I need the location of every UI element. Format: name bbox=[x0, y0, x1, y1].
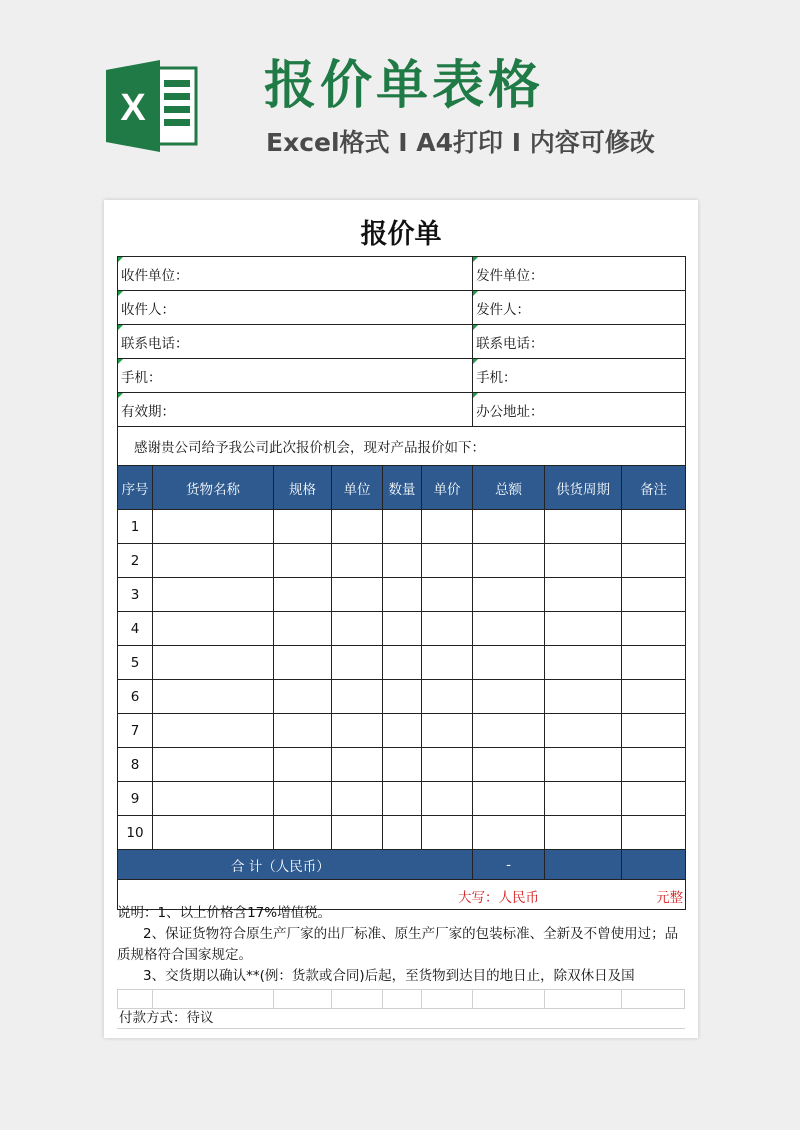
row-number[interactable]: 10 bbox=[118, 816, 153, 850]
table-cell[interactable] bbox=[473, 612, 545, 646]
total-label: 合 计（人民币） bbox=[118, 850, 473, 880]
table-cell[interactable] bbox=[422, 612, 473, 646]
note-line: 2、保证货物符合原生产厂家的出厂标准、原生产厂家的包装标准、全新及不曾使用过；品质规格符合国家规定。 bbox=[117, 926, 679, 963]
table-row bbox=[118, 816, 686, 850]
table-cell[interactable] bbox=[473, 646, 545, 680]
info-row bbox=[118, 393, 686, 427]
table-cell[interactable] bbox=[545, 816, 622, 850]
column-header[interactable]: 单位 bbox=[332, 466, 383, 510]
table-cell[interactable] bbox=[545, 680, 622, 714]
table-cell[interactable] bbox=[153, 578, 274, 612]
info-cell-left[interactable]: 有效期： bbox=[118, 393, 473, 427]
row-number[interactable]: 4 bbox=[118, 612, 153, 646]
info-cell-left[interactable]: 收件人： bbox=[118, 291, 473, 325]
column-header[interactable]: 备注 bbox=[622, 466, 686, 510]
table-cell[interactable] bbox=[545, 544, 622, 578]
row-number[interactable]: 8 bbox=[118, 748, 153, 782]
table-cell[interactable] bbox=[422, 680, 473, 714]
table-row bbox=[118, 578, 686, 612]
info-cell-right[interactable]: 联系电话： bbox=[473, 325, 686, 359]
row-number[interactable]: 3 bbox=[118, 578, 153, 612]
page-title: 报价单表格 bbox=[264, 56, 545, 116]
grid-cell[interactable] bbox=[273, 990, 274, 1009]
table-cell[interactable] bbox=[545, 510, 622, 544]
note-line: 说明：1、以上价格含17%增值税。 bbox=[117, 905, 332, 921]
table-cell[interactable] bbox=[473, 816, 545, 850]
table-cell[interactable] bbox=[622, 816, 686, 850]
table-cell[interactable] bbox=[622, 646, 686, 680]
table-cell[interactable] bbox=[422, 714, 473, 748]
table-cell[interactable] bbox=[274, 680, 332, 714]
info-cell-right[interactable]: 发件人： bbox=[473, 291, 686, 325]
grid-cell[interactable] bbox=[472, 990, 473, 1009]
info-cell-left[interactable]: 收件单位： bbox=[118, 257, 473, 291]
table-cell[interactable] bbox=[332, 748, 383, 782]
table-cell[interactable] bbox=[422, 748, 473, 782]
table-row bbox=[118, 748, 686, 782]
table-row bbox=[118, 646, 686, 680]
table-cell[interactable] bbox=[473, 748, 545, 782]
quote-sheet bbox=[104, 200, 698, 1038]
table-cell[interactable] bbox=[622, 748, 686, 782]
amount-in-words-label: 大写：人民币 bbox=[458, 890, 539, 906]
logo-letter: X bbox=[120, 87, 146, 129]
table-row bbox=[118, 612, 686, 646]
column-header[interactable]: 单价 bbox=[422, 466, 473, 510]
payment-terms[interactable]: 付款方式：待议 bbox=[119, 1010, 214, 1026]
table-cell[interactable] bbox=[422, 510, 473, 544]
table-cell[interactable] bbox=[545, 612, 622, 646]
info-cell-right[interactable]: 办公地址： bbox=[473, 393, 686, 427]
total-cell-blank[interactable] bbox=[622, 850, 686, 880]
table-cell[interactable] bbox=[622, 612, 686, 646]
column-header[interactable]: 总额 bbox=[473, 466, 545, 510]
table-cell[interactable] bbox=[383, 646, 422, 680]
table-cell[interactable] bbox=[332, 646, 383, 680]
table-cell[interactable] bbox=[383, 816, 422, 850]
table-cell[interactable] bbox=[274, 578, 332, 612]
grid-cell[interactable] bbox=[421, 990, 422, 1009]
info-row bbox=[118, 325, 686, 359]
row-number[interactable]: 1 bbox=[118, 510, 153, 544]
table-cell[interactable] bbox=[473, 510, 545, 544]
table-cell[interactable] bbox=[622, 782, 686, 816]
row-number[interactable]: 7 bbox=[118, 714, 153, 748]
table-cell[interactable] bbox=[332, 544, 383, 578]
total-cell-blank[interactable] bbox=[545, 850, 622, 880]
info-cell-right[interactable]: 发件单位： bbox=[473, 257, 686, 291]
table-cell[interactable] bbox=[153, 714, 274, 748]
grid-cell[interactable] bbox=[152, 990, 153, 1009]
table-cell[interactable] bbox=[153, 816, 274, 850]
grid-cell[interactable] bbox=[544, 990, 545, 1009]
table-cell[interactable] bbox=[332, 612, 383, 646]
table-cell[interactable] bbox=[422, 544, 473, 578]
row-number[interactable]: 9 bbox=[118, 782, 153, 816]
column-header[interactable]: 序号 bbox=[118, 466, 153, 510]
table-cell[interactable] bbox=[545, 714, 622, 748]
document-title: 报价单 bbox=[360, 219, 442, 250]
table-cell[interactable] bbox=[332, 578, 383, 612]
table-cell[interactable] bbox=[422, 782, 473, 816]
quote-table-wrap bbox=[117, 256, 685, 910]
gridline bbox=[117, 1028, 685, 1029]
table-row bbox=[118, 544, 686, 578]
table-cell[interactable] bbox=[545, 748, 622, 782]
column-header[interactable]: 货物名称 bbox=[153, 466, 274, 510]
table-row bbox=[118, 680, 686, 714]
info-cell-left[interactable]: 手机： bbox=[118, 359, 473, 393]
grid-cell[interactable] bbox=[117, 990, 118, 1009]
table-row bbox=[118, 714, 686, 748]
info-row bbox=[118, 291, 686, 325]
column-header[interactable]: 规格 bbox=[274, 466, 332, 510]
table-cell[interactable] bbox=[473, 714, 545, 748]
table-cell[interactable] bbox=[622, 680, 686, 714]
table-cell[interactable] bbox=[383, 578, 422, 612]
table-cell[interactable] bbox=[153, 646, 274, 680]
table-cell[interactable] bbox=[274, 510, 332, 544]
table-cell[interactable] bbox=[274, 646, 332, 680]
total-row bbox=[118, 850, 686, 880]
table-cell[interactable] bbox=[274, 748, 332, 782]
excel-logo-icon bbox=[104, 58, 204, 154]
row-number[interactable]: 6 bbox=[118, 680, 153, 714]
table-cell[interactable] bbox=[153, 510, 274, 544]
table-header-row bbox=[118, 466, 686, 510]
table-cell[interactable] bbox=[274, 782, 332, 816]
grid-cell[interactable] bbox=[621, 990, 622, 1009]
note-line: 3、交货期以确认**(例：货款或合同)后起，至货物到达目的地日止，除双休日及国 bbox=[143, 968, 635, 984]
table-cell[interactable] bbox=[473, 782, 545, 816]
table-row bbox=[118, 510, 686, 544]
table-row bbox=[118, 782, 686, 816]
total-value[interactable]: - bbox=[473, 850, 545, 880]
table-cell[interactable] bbox=[153, 612, 274, 646]
table-cell[interactable] bbox=[332, 782, 383, 816]
info-row bbox=[118, 359, 686, 393]
quote-table bbox=[117, 256, 686, 910]
table-cell[interactable] bbox=[383, 544, 422, 578]
table-cell[interactable] bbox=[545, 646, 622, 680]
table-cell[interactable] bbox=[622, 714, 686, 748]
table-cell[interactable] bbox=[622, 544, 686, 578]
column-header[interactable]: 供货周期 bbox=[545, 466, 622, 510]
table-cell[interactable] bbox=[332, 816, 383, 850]
table-cell[interactable] bbox=[153, 748, 274, 782]
table-cell[interactable] bbox=[473, 680, 545, 714]
row-number[interactable]: 2 bbox=[118, 544, 153, 578]
table-cell[interactable] bbox=[332, 510, 383, 544]
intro-text[interactable]: 感谢贵公司给予我公司此次报价机会，现对产品报价如下： bbox=[118, 427, 686, 466]
page-subtitle: Excel格式 I A4打印 I 内容可修改 bbox=[266, 128, 655, 157]
table-cell[interactable] bbox=[622, 578, 686, 612]
column-header[interactable]: 数量 bbox=[383, 466, 422, 510]
table-cell[interactable] bbox=[422, 646, 473, 680]
table-cell[interactable] bbox=[383, 782, 422, 816]
row-number[interactable]: 5 bbox=[118, 646, 153, 680]
blank-grid-row bbox=[117, 990, 685, 1009]
table-cell[interactable] bbox=[545, 578, 622, 612]
table-cell[interactable] bbox=[332, 680, 383, 714]
table-cell[interactable] bbox=[274, 816, 332, 850]
table-cell[interactable] bbox=[274, 544, 332, 578]
table-cell[interactable] bbox=[274, 612, 332, 646]
info-cell-left[interactable]: 联系电话： bbox=[118, 325, 473, 359]
table-cell[interactable] bbox=[422, 578, 473, 612]
table-cell[interactable] bbox=[383, 510, 422, 544]
table-cell[interactable] bbox=[422, 816, 473, 850]
grid-cell[interactable] bbox=[331, 990, 332, 1009]
info-row bbox=[118, 257, 686, 291]
table-cell[interactable] bbox=[383, 680, 422, 714]
grid-cell[interactable] bbox=[684, 990, 685, 1009]
table-cell[interactable] bbox=[545, 782, 622, 816]
table-cell[interactable] bbox=[332, 714, 383, 748]
table-cell[interactable] bbox=[383, 612, 422, 646]
table-cell[interactable] bbox=[153, 680, 274, 714]
info-cell-right[interactable]: 手机： bbox=[473, 359, 686, 393]
grid-cell[interactable] bbox=[382, 990, 383, 1009]
table-cell[interactable] bbox=[153, 544, 274, 578]
intro-row bbox=[118, 427, 686, 466]
table-cell[interactable] bbox=[383, 714, 422, 748]
amount-in-words-suffix: 元整 bbox=[656, 890, 684, 906]
table-cell[interactable] bbox=[622, 510, 686, 544]
notes-block bbox=[117, 903, 685, 987]
table-cell[interactable] bbox=[473, 578, 545, 612]
table-cell[interactable] bbox=[274, 714, 332, 748]
table-cell[interactable] bbox=[383, 748, 422, 782]
table-cell[interactable] bbox=[153, 782, 274, 816]
table-cell[interactable] bbox=[473, 544, 545, 578]
